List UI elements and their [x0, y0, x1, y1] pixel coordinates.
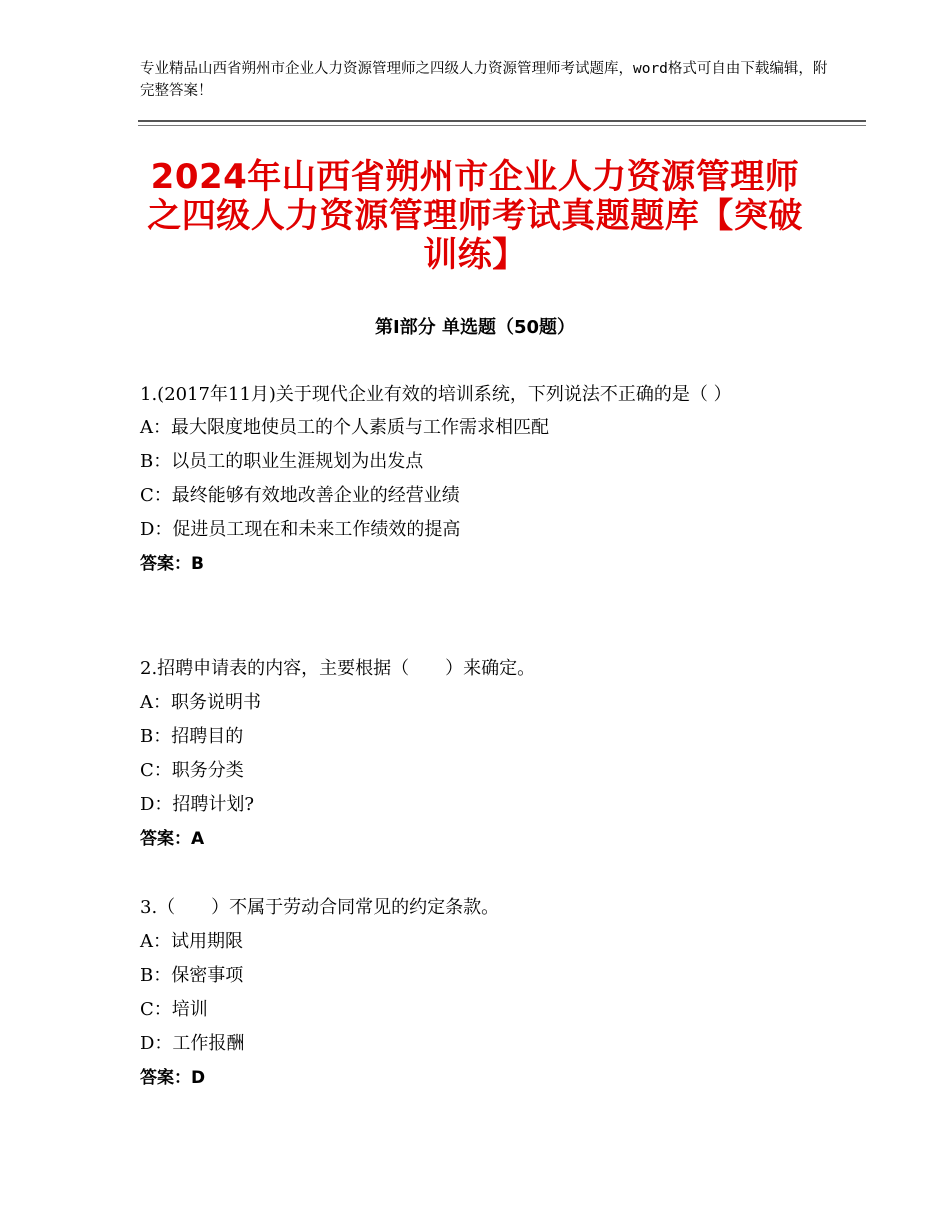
answer: 答案：B	[140, 554, 204, 574]
option-c: C：最终能够有效地改善企业的经营业绩	[140, 485, 460, 506]
answer: 答案：A	[140, 829, 205, 849]
option-b: B：保密事项	[140, 965, 244, 986]
question-2	[140, 652, 820, 856]
question-stem: 1.(2017年11月)关于现代企业有效的培训系统，下列说法不正确的是（ ）	[140, 384, 732, 405]
question-stem: 3.（ ）不属于劳动合同常见的约定条款。	[140, 897, 500, 918]
option-a: A：职务说明书	[140, 692, 261, 713]
document-title: 2024年山西省朔州市企业人力资源管理师之四级人力资源管理师考试真题题库【突破训练】	[147, 157, 803, 275]
option-a: A：试用期限	[140, 931, 243, 952]
option-d: D：促进员工现在和未来工作绩效的提高	[140, 519, 461, 540]
section-title: 第I部分 单选题（50题）	[374, 317, 575, 338]
option-c: C：培训	[140, 999, 208, 1020]
option-c: C：职务分类	[140, 760, 244, 781]
question-1	[140, 379, 820, 581]
header-divider-thick	[138, 120, 866, 122]
question-3	[140, 891, 820, 1095]
option-b: B：招聘目的	[140, 726, 244, 747]
option-a: A：最大限度地使员工的个人素质与工作需求相匹配	[140, 417, 549, 438]
question-stem: 2.招聘申请表的内容，主要根据（ ）来确定。	[140, 658, 536, 679]
option-d: D：招聘计划?	[140, 794, 255, 815]
header-note: 专业精品山西省朔州市企业人力资源管理师之四级人力资源管理师考试题库，word格式可自由下载编辑，附完整答案！	[140, 61, 828, 99]
answer: 答案：D	[140, 1068, 206, 1088]
option-d: D：工作报酬	[140, 1033, 245, 1054]
header-divider-thin	[138, 125, 866, 126]
option-b: B：以员工的职业生涯规划为出发点	[140, 451, 424, 472]
